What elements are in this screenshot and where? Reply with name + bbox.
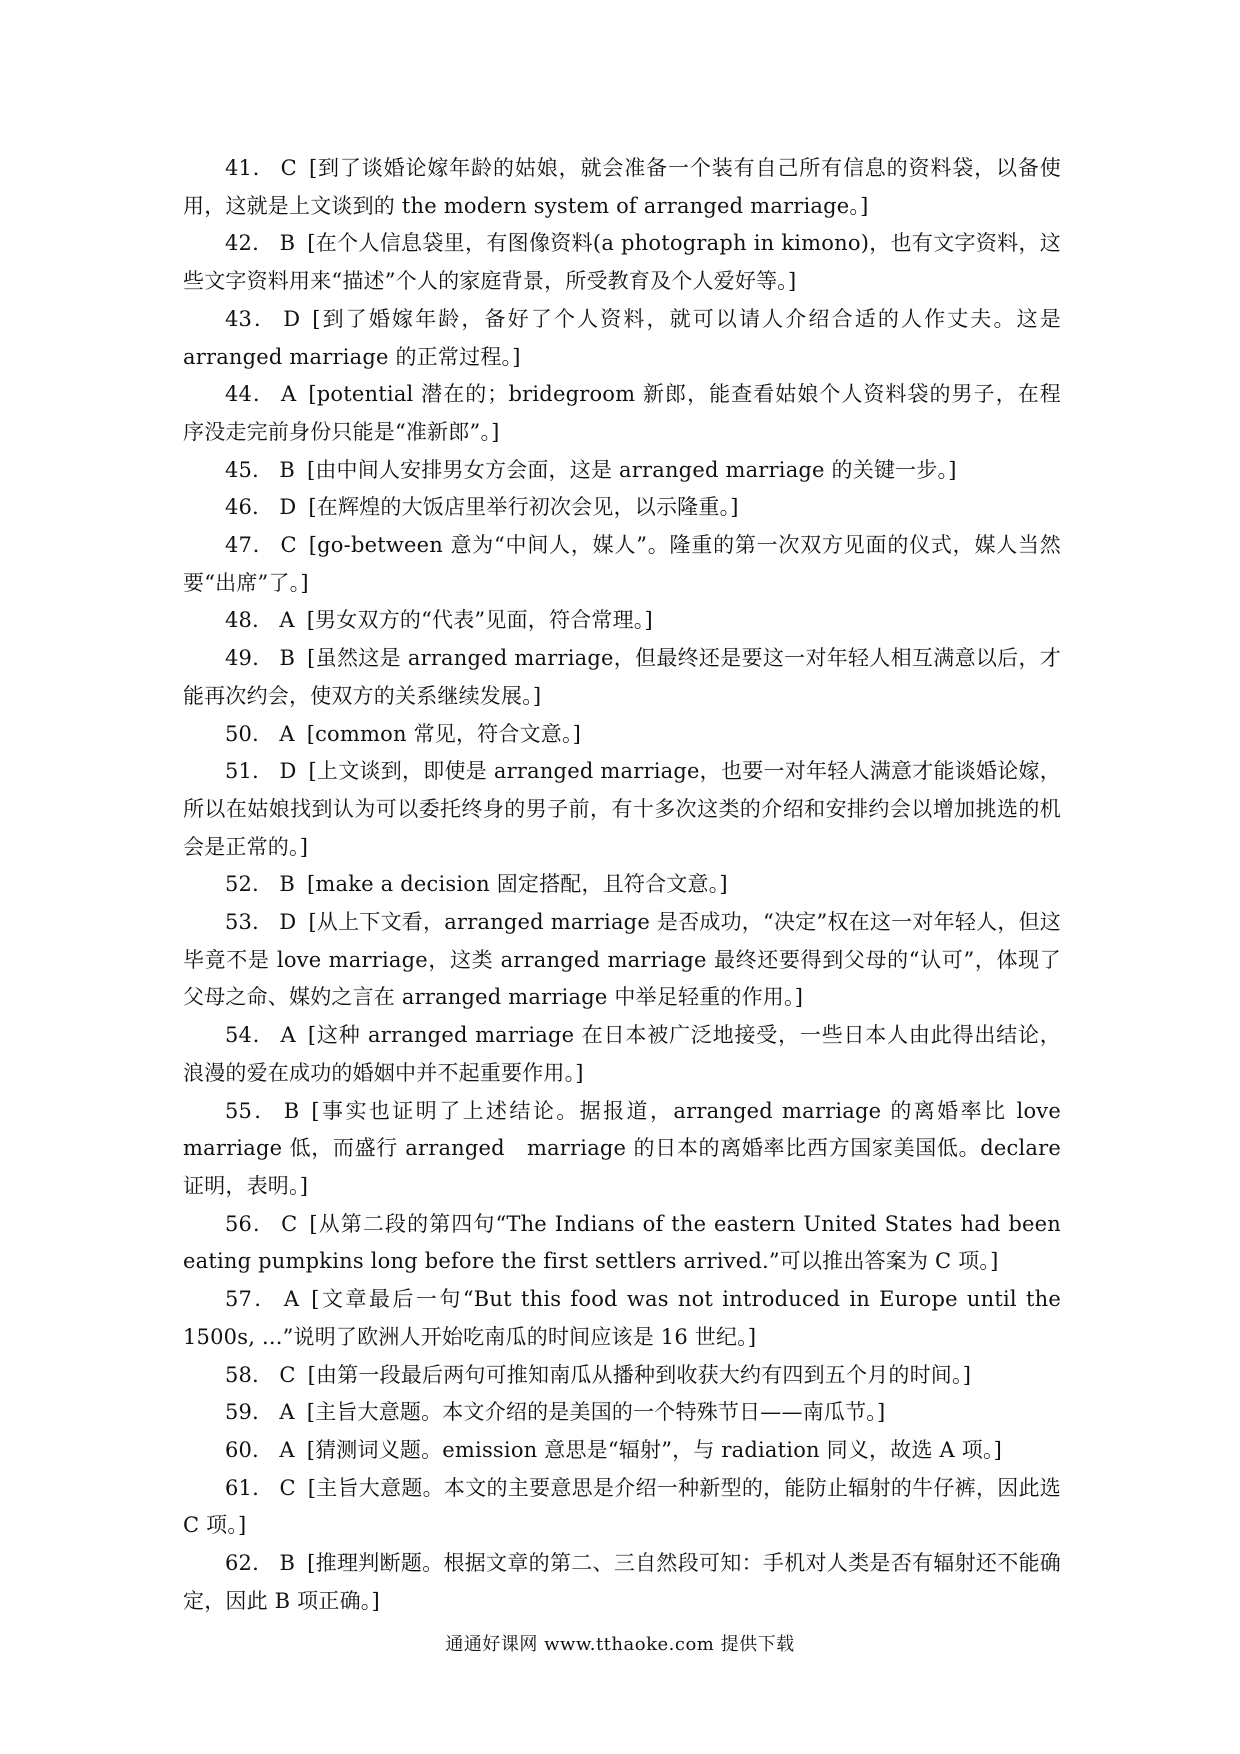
answer-letter: A [279, 721, 295, 746]
question-number: 53． [225, 910, 274, 935]
question-number: 50． [225, 721, 274, 746]
answer-letter: A [280, 1023, 296, 1048]
answer-item [183, 376, 1061, 451]
answer-explanation: [make a decision 固定搭配，且符合文意。] [306, 872, 728, 897]
question-number: 47． [225, 533, 275, 558]
answer-item [183, 602, 1061, 640]
answer-explanation: [go-between 意为“中间人，媒人”。隆重的第一次双方见面的仪式，媒人当然要“出席”了。] [183, 533, 1061, 595]
question-number: 52． [225, 872, 274, 897]
answer-explanation: [猜测词义题。emission 意思是“辐射”，与 radiation 同义，故选 A 项。] [306, 1437, 1003, 1462]
answer-explanation: [在辉煌的大饭店里举行初次会见，以示隆重。] [308, 495, 739, 520]
answer-item [183, 1017, 1061, 1092]
question-number: 61． [225, 1475, 274, 1500]
answer-explanation: [到了谈婚论嫁年龄的姑娘，就会准备一个装有自己所有信息的资料袋，以备使用，这就是上文谈到的 the modern system of arranged marriage。] [183, 156, 1061, 218]
answer-letter: B [279, 1551, 296, 1576]
answer-explanation: [这种 arranged marriage 在日本被广泛地接受，一些日本人由此得出结论，浪漫的爱在成功的婚姻中并不起重要作用。] [183, 1023, 1061, 1085]
answer-letter: D [279, 759, 297, 784]
answer-item [183, 753, 1061, 866]
answer-letter: C [281, 1211, 298, 1236]
question-number: 41． [225, 156, 275, 180]
answer-letter: C [279, 1362, 296, 1387]
answer-explanation: [从第二段的第四句“The Indians of the eastern United States had been eating pumpkins long before the first settlers arrived.”可以推出答案为 C 项。] [183, 1211, 1062, 1274]
answer-item [183, 150, 1061, 225]
answer-item [183, 716, 1061, 754]
answer-letter: A [279, 608, 295, 633]
answer-item [183, 489, 1061, 527]
answer-explanation: [在个人信息袋里，有图像资料(a photograph in kimono)，也有文字资料，这些文字资料用来“描述”个人的家庭背景，所受教育及个人爱好等。] [183, 231, 1062, 294]
answer-explanation: [主旨大意题。本文介绍的是美国的一个特殊节日——南瓜节。] [306, 1400, 886, 1425]
answer-letter: C [280, 533, 297, 558]
answer-letter: C [279, 1475, 296, 1500]
question-number: 43． [225, 306, 278, 331]
answer-letter: B [279, 231, 296, 256]
answer-explanation: [推理判断题。根据文章的第二、三自然段可知：手机对人类是否有辐射还不能确定，因此 B 项正确。] [183, 1551, 1062, 1613]
answer-item [183, 640, 1061, 715]
answer-explanation: [由中间人安排男女方会面，这是 arranged marriage 的关键一步。] [306, 457, 957, 482]
answer-item [183, 1281, 1061, 1356]
question-number: 45． [225, 457, 274, 482]
answer-item [183, 1432, 1061, 1470]
answer-letter: D [279, 910, 297, 935]
question-number: 51． [225, 759, 274, 784]
answer-item [183, 452, 1061, 490]
answer-explanation: [common 常见，符合文意。] [306, 721, 582, 746]
answer-item [183, 527, 1061, 602]
question-number: 62． [225, 1551, 274, 1576]
answer-item [183, 904, 1061, 1017]
answer-letter: A [283, 1287, 300, 1312]
question-number: 60． [225, 1437, 274, 1462]
question-number: 54． [225, 1023, 275, 1048]
question-number: 48． [225, 608, 274, 633]
answer-item [183, 1357, 1061, 1395]
answer-explanation: [到了婚嫁年龄，备好了个人资料，就可以请人介绍合适的人作丈夫。这是 arranged marriage 的正常过程。] [183, 306, 1061, 369]
answer-explanation: [上文谈到，即使是 arranged marriage，也要一对年轻人满意才能谈婚论嫁，所以在姑娘找到认为可以委托终身的男子前，有十多次这类的介绍和安排约会以增加挑选的机会是正常的。] [183, 759, 1061, 859]
question-number: 58． [225, 1362, 274, 1387]
answer-letter: A [279, 1400, 295, 1425]
answer-explanation: [文章最后一句“But this food was not introduced in Europe until the 1500s, ...”说明了欧洲人开始吃南瓜的时间应该是 16 世纪。] [183, 1287, 1061, 1349]
question-number: 55． [225, 1098, 278, 1123]
answer-item [183, 225, 1061, 300]
answer-letter: B [283, 1098, 300, 1123]
question-number: 46． [225, 495, 274, 520]
answer-item [183, 1470, 1061, 1545]
question-number: 49． [225, 646, 274, 671]
answer-explanation: [虽然这是 arranged marriage，但最终还是要这一对年轻人相互满意以后，才能再次约会，使双方的关系继续发展。] [183, 646, 1061, 708]
question-number: 57． [225, 1287, 278, 1312]
answer-letter: D [279, 495, 297, 520]
answer-item [183, 1206, 1061, 1281]
answer-letter: C [280, 156, 297, 180]
answer-letter: B [279, 872, 295, 897]
answer-item [183, 866, 1061, 904]
question-number: 42． [225, 231, 274, 256]
question-number: 56． [225, 1211, 276, 1236]
answer-letter: A [279, 1437, 295, 1462]
answer-explanation: [事实也证明了上述结论。据报道，arranged marriage 的离婚率比 love marriage 低，而盛行 arranged marriage 的日本的离婚率比西方国家美国低。declare 证明，表明。] [183, 1098, 1061, 1198]
answer-letter: B [279, 646, 296, 671]
answer-explanation: [主旨大意题。本文的主要意思是介绍一种新型的，能防止辐射的牛仔裤，因此选 C 项。] [183, 1475, 1061, 1538]
answer-item [183, 1545, 1061, 1620]
question-number: 59． [225, 1400, 274, 1425]
answer-item [183, 1394, 1061, 1432]
page-footer[interactable]: 通通好课网 www.tthaoke.com 提供下载 [445, 1634, 795, 1655]
answer-list [183, 150, 1061, 1620]
answer-letter: B [279, 457, 295, 482]
answer-item [183, 301, 1061, 376]
answer-explanation: [由第一段最后两句可推知南瓜从播种到收获大约有四到五个月的时间。] [307, 1362, 972, 1387]
answer-explanation: [potential 潜在的；bridegroom 新郎，能查看姑娘个人资料袋的男子，在程序没走完前身份只能是“准新郎”。] [183, 382, 1061, 444]
answer-letter: D [283, 306, 301, 331]
question-number: 44． [225, 382, 276, 407]
answer-letter: A [281, 382, 297, 407]
answer-item [183, 1093, 1061, 1206]
answer-explanation: [从上下文看，arranged marriage 是否成功，“决定”权在这一对年轻人，但这毕竟不是 love marriage，这类 arranged marriage 最终还要得到父母的“认可”，体现了父母之命、媒妁之言在 arranged marriage 中举足轻重的作用。] [183, 910, 1061, 1010]
answer-explanation: [男女双方的“代表”见面，符合常理。] [306, 608, 653, 633]
